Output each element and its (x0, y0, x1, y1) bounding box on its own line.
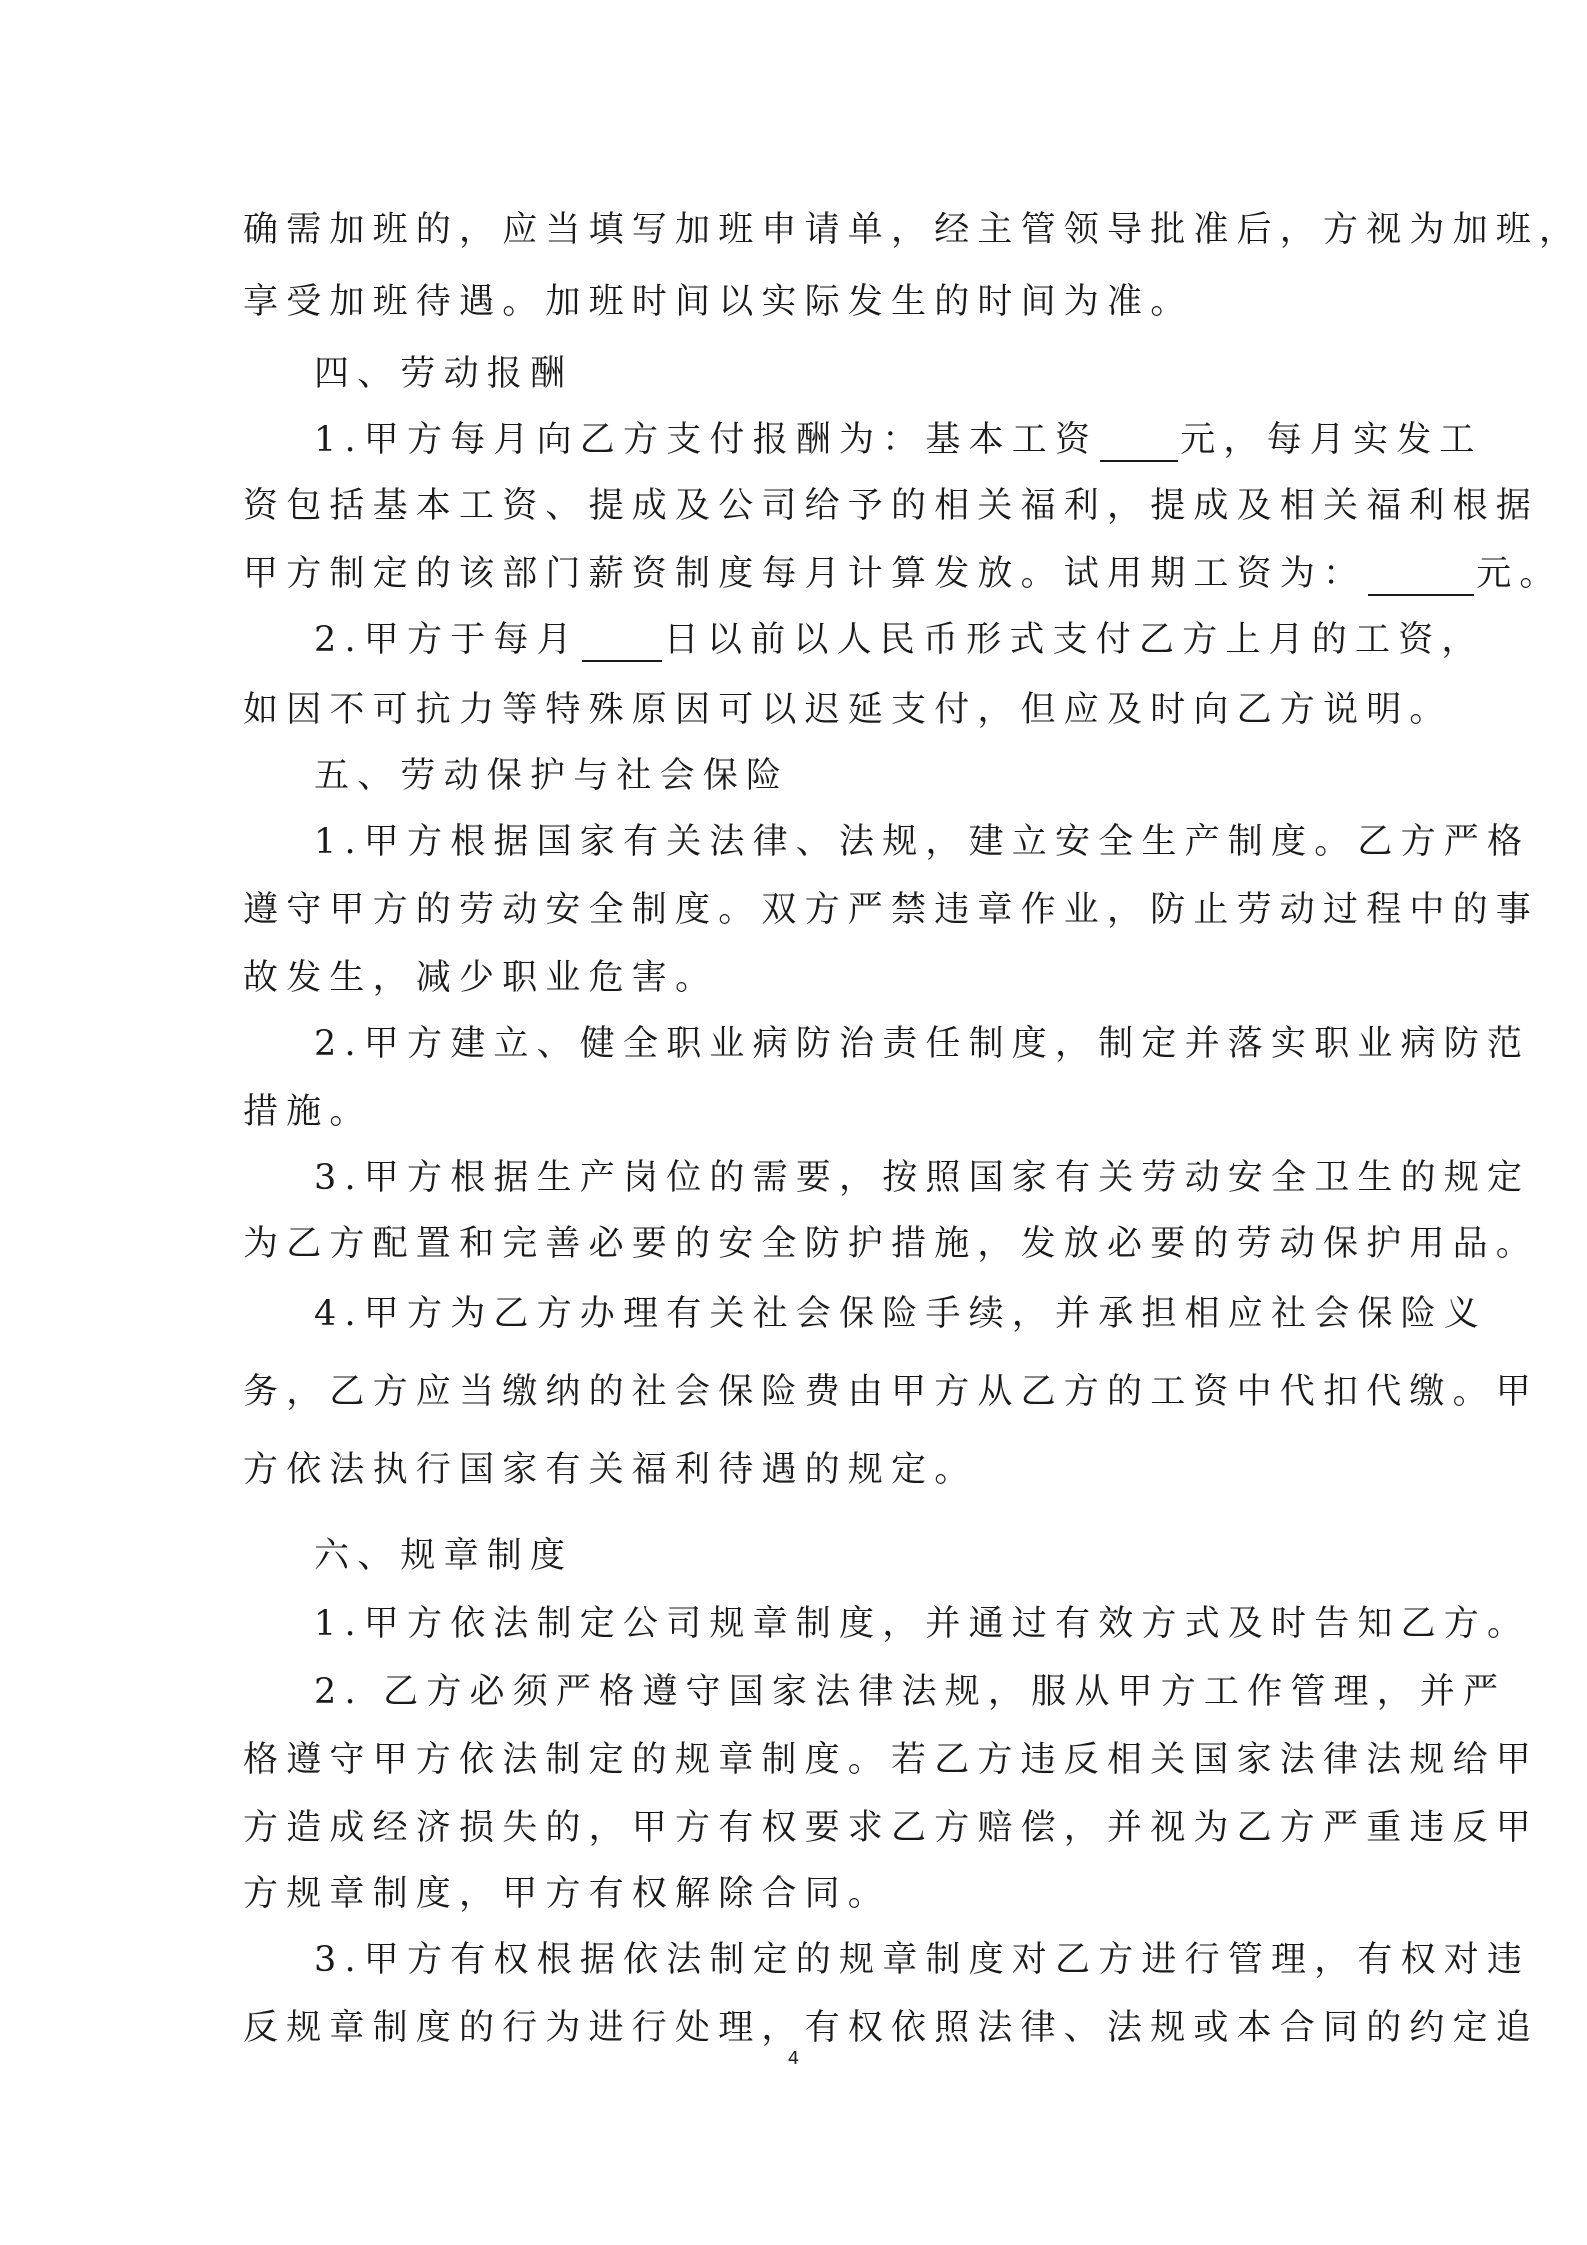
body-line: 格遵守甲方依法制定的规章制度。若乙方违反相关国家法律法规给甲 (243, 1740, 1540, 1780)
section-heading: 五、劳动保护与社会保险 (314, 756, 790, 796)
body-line: 反规章制度的行为进行处理，有权依照法律、法规或本合同的约定追 (243, 2008, 1540, 2048)
body-line: 享受加班待遇。加班时间以实际发生的时间为准。 (243, 282, 1194, 322)
body-line: 方规章制度，甲方有权解除合同。 (243, 1874, 892, 1914)
line-text: 元。 (1476, 554, 1563, 594)
fill-in-blank (1100, 424, 1178, 462)
line-text: 元，每月实发工 (1180, 420, 1483, 460)
body-line: 方依法执行国家有关福利待遇的规定。 (243, 1450, 978, 1490)
body-line: 1.甲方根据国家有关法律、法规，建立安全生产制度。乙方严格 (314, 822, 1531, 862)
body-line (314, 418, 1483, 462)
page-number: 4 (787, 2048, 800, 2069)
body-line: 遵守甲方的劳动安全制度。双方严禁违章作业，防止劳动过程中的事 (243, 890, 1540, 930)
body-line: 措施。 (243, 1092, 373, 1132)
body-line: 3.甲方有权根据依法制定的规章制度对乙方进行管理，有权对违 (314, 1940, 1531, 1980)
body-line: 1.甲方依法制定公司规章制度，并通过有效方式及时告知乙方。 (314, 1604, 1531, 1644)
body-line: 资包括基本工资、提成及公司给予的相关福利，提成及相关福利根据 (243, 486, 1540, 526)
body-line: 务，乙方应当缴纳的社会保险费由甲方从乙方的工资中代扣代缴。甲 (243, 1372, 1540, 1412)
section-heading: 四、劳动报酬 (314, 354, 574, 394)
line-text: 日以前以人民币形式支付乙方上月的工资， (663, 620, 1485, 660)
section-heading: 六、规章制度 (314, 1536, 574, 1576)
body-line: 如因不可抗力等特殊原因可以迟延支付，但应及时向乙方说明。 (243, 690, 1453, 730)
line-text: 甲方制定的该部门薪资制度每月计算发放。试用期工资为： (243, 554, 1367, 594)
fill-in-blank (1368, 558, 1474, 596)
body-line: 确需加班的，应当填写加班申请单，经主管领导批准后，方视为加班， (243, 210, 1583, 250)
body-line: 2.甲方建立、健全职业病防治责任制度，制定并落实职业病防范 (314, 1024, 1531, 1064)
body-line: 故发生，减少职业危害。 (243, 958, 719, 998)
body-line (243, 552, 1563, 596)
body-line: 方造成经济损失的，甲方有权要求乙方赔偿，并视为乙方严重违反甲 (243, 1808, 1540, 1848)
body-line: 4.甲方为乙方办理有关社会保险手续，并承担相应社会保险义 (314, 1294, 1487, 1334)
line-text: 1.甲方每月向乙方支付报酬为：基本工资 (314, 420, 1099, 460)
body-line: 2. 乙方必须严格遵守国家法律法规，服从甲方工作管理，并严 (314, 1672, 1507, 1712)
line-text: 2.甲方于每月 (314, 620, 580, 660)
fill-in-blank (582, 624, 662, 662)
body-line (314, 618, 1485, 662)
body-line: 3.甲方根据生产岗位的需要，按照国家有关劳动安全卫生的规定 (314, 1158, 1531, 1198)
body-line: 为乙方配置和完善必要的安全防护措施，发放必要的劳动保护用品。 (243, 1224, 1540, 1264)
